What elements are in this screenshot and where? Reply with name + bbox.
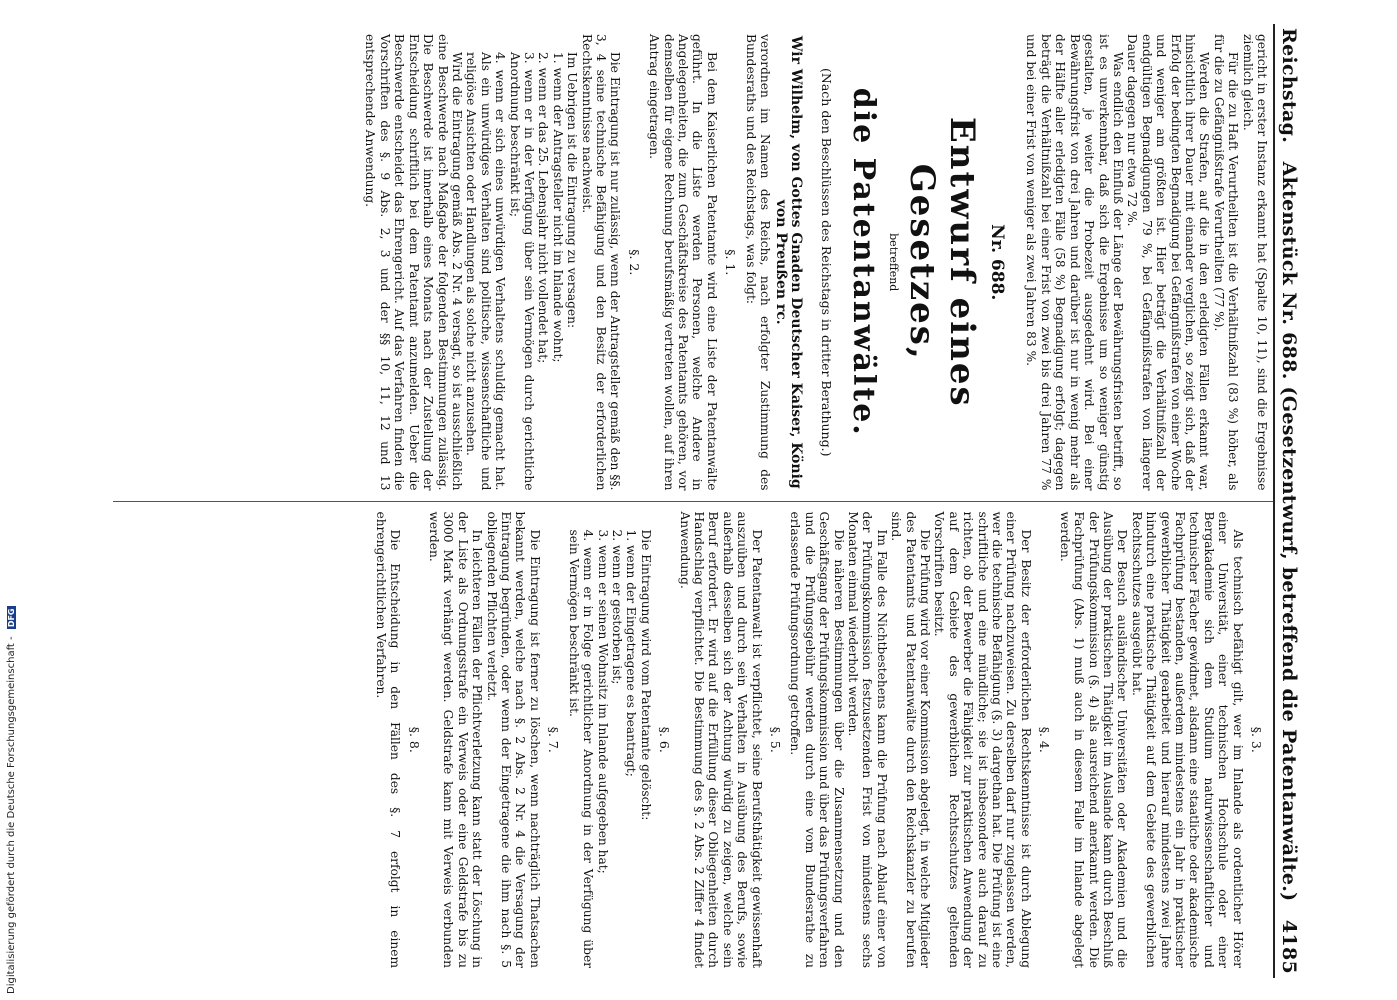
section-2-list xyxy=(464,34,565,491)
law-title-line-2: die Patentanwälte. xyxy=(846,87,882,437)
section-1-heading: §. 1. xyxy=(723,249,739,276)
list-item: 2. wenn er das 25. Lebensjahr nicht vollendet hat; xyxy=(536,52,551,364)
page-header xyxy=(1273,24,1300,978)
section-4-text-2: Die Prüfung wird vor einer Kommission abgelegt, in welche Mitglieder des Patentamts und Patentanwälte durch den Reichskanzler zu berufen sind. xyxy=(889,511,933,968)
section-2-text: Die Eintragung ist nur zulässig, wenn der Antragsteller gemäß den §§. 3, 4 seine technische Befähigung und den Besitz der erforderlichen Rechtskenntnisse nachweist. xyxy=(579,34,623,491)
list-item: 2. wenn er gestorben ist; xyxy=(609,529,624,685)
law-title-betreffend: betreffend xyxy=(886,233,900,292)
intro-paragraph-1: gericht in erster Instanz erkannt hat (Spalte 10, 11), sind die Ergebnisse ziemlich gleich. xyxy=(1240,34,1269,491)
section-4-heading: §. 4. xyxy=(1037,726,1053,753)
section-5-text: Der Patentanwalt ist verpflichtet, seine Berufsthätigkeit gewissenhaft auszuüben und durch sein Verhalten in Ausübung des Berufs, sowie außerhalb desselben sich der Achtung würdig zu zeigen, welche sein Beruf erfordert. Er wird auf die Erfüllung dieser Obliegenheiten durch Handschlag verpflichtet. Die Bestimmung des §. 2 Abs. 2 Ziffer 4 findet Anwendung. xyxy=(677,511,764,968)
left-column xyxy=(113,24,1273,502)
list-item: 4. wenn er in Folge gerichtlicher Anordnung in der Verfügung über sein Vermögen beschränkt ist. xyxy=(566,529,596,968)
list-item: 3. wenn er in der Verfügung über sein Vermögen durch gerichtliche Anordnung beschränkt ist; xyxy=(507,52,536,491)
intro-paragraph-2: Für die zu Haft Verurtheilten ist die Verhältnißzahl (83 %) höher, als für die zu Gefängnißstrafe Verurtheilten (77 %). xyxy=(1211,34,1241,491)
list-item: 4. wenn er sich eines unwürdigen Verhaltens schuldig gemacht hat. Als ein unwürdiges Verhalten sind politische, wissenschaftliche und religiöse Ansichten oder Handlungen als solche nicht anzusehen. xyxy=(464,52,508,491)
section-6-heading: §. 6. xyxy=(657,726,673,753)
intro-paragraph-3: Werden die Strafen, auf die in den erledigten Fällen erkannt war, hinsichtlich ihrer Dauer mit einander verglichen, so zeigt sich, daß der Erfolg der bedingten Begnadigung bei Gefängnißstrafen von einer Woche und weniger am größten ist. Hier beträgt die Verhältnißzahl der endgültigen Begnadigungen 79 %, bei Gefängnißstrafen von längerer Dauer dagegen nur etwa 72 %. xyxy=(1125,34,1212,491)
section-7-text-2: In leichteren Fällen der Pflichtverletzung kann statt der Löschung in der Liste als Ordnungsstrafe ein Verweis oder eine Geldstrafe bis zu 3000 Mark verhängt werden. Geldstrafe kann mit Verweis verbunden werden. xyxy=(427,511,485,968)
list-item: 1. wenn der Eingetragene es beantragt; xyxy=(624,529,639,777)
section-6-list xyxy=(566,512,638,969)
section-2-text-2: Wird die Eintragung gemäß Abs. 2 Nr. 4 versagt, so ist ausschließlich eine Beschwerde nach Maßgabe der folgenden Bestimmungen zulässig. Die Beschwerde ist innerhalb eines Monats nach der Zustellung der Entscheidung schriftlich bei dem Patentamt anzumelden. Ueber die Beschwerde entscheidet das Ehrengericht. Auf das Verfahren finden die Vorschriften des §. 9 Abs. 2, 3 und der §§ 10, 11, 12 und 13 entsprechende Anwendung. xyxy=(363,34,464,491)
section-6-lead: Die Eintragung wird vom Patentamte gelöscht: xyxy=(638,529,653,821)
right-column xyxy=(113,502,1273,979)
section-7-text: Die Eintragung ist ferner zu löschen, wenn nachträglich Thatsachen bekannt werden, welche nach §. 2 Abs. 2 Nr. 4 die Versagung der Eintragung begründen, oder wenn der Eingetragene die ihm nach §. 5 obliegenden Pflichten verletzt. xyxy=(484,511,542,968)
beschluss-note: (Nach den Beschlüssen des Reichstags in dritter Berathung.) xyxy=(819,68,835,457)
document-number: Nr. 688. xyxy=(987,224,1008,301)
list-item: 3. wenn er seinen Wohnsitz im Inlande aufgegeben hat; xyxy=(595,529,610,874)
section-4-text-4: Die näheren Bestimmungen über die Zusammensetzung und den Geschäftsgang der Prüfungskommission und über das Prüfungsverfahren und die Prüfungsgebühr werden durch eine vom Bundesrathe zu erlassende Prüfungsordnung getroffen. xyxy=(788,511,846,968)
intro-paragraph-4: Was endlich den Einfluß der Länge der Bewährungsfristen betrifft, so ist es unverkennbar, daß sich die Ergebnisse um so weniger günstig gestalten, je weiter die Probezeit ausgedehnt wird. Bei einer Bewährungsfrist von drei Jahren und darüber ist nur in wenig mehr als der Hälfte aller erledigten Fälle (58 %) Begnadigung erfolgt; dagegen beträgt die Verhältnißzahl bei einer Frist von zwei bis drei Jahren 77 % und bei einer Frist von weniger als zwei Jahren 83 %. xyxy=(1024,34,1125,491)
verordnen-text: verordnen im Namen des Reichs, nach erfolgter Zustimmung des Bundesraths und des Reichstags, was folgt: xyxy=(743,34,773,491)
header-left: Reichstag. xyxy=(1278,28,1300,144)
section-2-heading: §. 2. xyxy=(626,249,642,276)
section-7-heading: §. 7. xyxy=(546,726,562,753)
page-number: 4185 xyxy=(1278,919,1300,974)
section-4-text: Der Besitz der erforderlichen Rechtskenntnisse ist durch Ablegung einer Prüfung nachzuweisen. Zu derselben darf nur zugelassen werden, wer die technische Befähigung (§. 3) dargethan hat. Die Prüfung ist eine schriftliche und eine mündliche; sie ist insbesondere auch darauf zu richten, ob der Bewerber die Fähigkeit zur praktischen Anwendung der auf dem Gebiete des gewerblichen Rechtsschutzes geltenden Vorschriften besitzt. xyxy=(932,511,1033,968)
dfg-footer xyxy=(6,607,17,995)
footer-strip xyxy=(4,0,18,1000)
footer-text: Digitalisierung gefördert durch die Deutsche Forschungsgemeinschaft - xyxy=(6,636,17,994)
header-title: Aktenstück Nr. 688. (Gesetzentwurf, betreffend die Patentanwälte.) xyxy=(1278,161,1300,902)
section-3-text: Als technisch befähigt gilt, wer im Inlande als ordentlicher Hörer einer Universität, einer technischen Hochschule oder einer Bergakademie sich dem Studium naturwissenschaftlicher und technischer Fächer gewidmet, alsdann eine staatliche oder akademische Fachprüfung bestanden, außerdem mindestens ein Jahr in praktischer gewerblicher Thätigkeit gearbeitet und hierauf mindestens zwei Jahre hindurch eine praktische Thätigkeit auf dem Gebiete des gewerblichen Rechtsschutzes ausgeübt hat. xyxy=(1129,511,1245,968)
section-3-heading: §. 3. xyxy=(1249,726,1264,753)
section-4-text-3: Im Falle des Nichtbestehens kann die Prüfung nach Ablauf einer von der Prüfungskommission festzusetzenden Frist von mindestens sechs Monaten einmal wiederholt werden. xyxy=(846,511,889,968)
section-5-heading: §. 5. xyxy=(768,726,783,753)
list-item: 1. wenn der Antragsteller nicht im Inlande wohnt; xyxy=(550,52,565,363)
law-title-line-1: Entwurf eines Gesetzes, xyxy=(901,116,982,408)
document-page xyxy=(88,14,1306,988)
emperor-preamble: Wir Wilhelm, von Gottes Gnaden Deutscher Kaiser, König von Preußen rc. xyxy=(773,35,804,489)
section-8-heading: §. 8. xyxy=(406,726,422,753)
section-2-lead: Im Uebrigen ist die Eintragung zu versagen: xyxy=(565,52,580,329)
section-1-text: Bei dem Kaiserlichen Patentamte wird eine Liste der Patentanwälte geführt. In die Liste werden Personen, welche Andere in Angelegenheiten, die zum Geschäftskreise des Patentamts gehören, vor demselben für eigene Rechnung berufsmäßig vertreten wollen, auf ihren Antrag eingetragen. xyxy=(647,34,719,491)
section-3-text-2: Der Besuch ausländischer Universitäten oder Akademien und die Ausübung der praktischen Thätigkeit im Auslande kann durch Beschluß der Prüfungskommission (§. 4) als ausreichend anerkannt werden. Die Fachprüfung (Abs. 1) muß auch in diesem Falle im Inlande abgelegt werden. xyxy=(1057,511,1130,968)
columns xyxy=(113,24,1273,978)
dfg-logo: DFG xyxy=(7,608,16,628)
section-8-text: Die Entscheidung in den Fällen des §. 7 erfolgt in einem ehrengerichtlichen Verfahren. xyxy=(373,511,403,968)
